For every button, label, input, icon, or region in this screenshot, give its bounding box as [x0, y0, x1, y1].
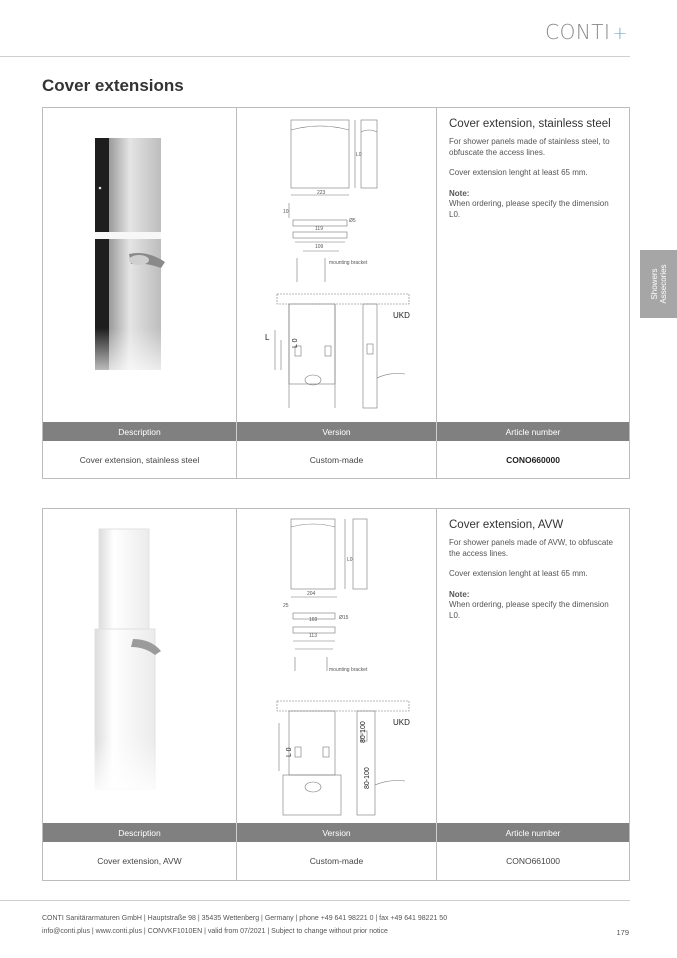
product-description [437, 509, 629, 823]
footer-contact: info@conti.plus | www.conti.plus | CONVKF1010EN | valid from 07/2021 | Subject to change without prior notice [42, 928, 388, 935]
product-paragraph: Cover extension lenght at least 65 mm. [449, 569, 588, 578]
dim-a: 119 [315, 226, 323, 232]
product-photo [43, 108, 237, 422]
bracket-label: mounting bracket [329, 260, 368, 266]
section-side-tab[interactable] [640, 250, 677, 318]
product-photo [43, 509, 237, 823]
dim-c: Ø15 [339, 615, 349, 621]
cell-article-number: CONO660000 [506, 455, 560, 465]
dim-range-upper: 80-100 [360, 721, 367, 743]
cell-description: Cover extension, stainless steel [43, 441, 237, 479]
th-version: Version [237, 823, 437, 842]
note-text: When ordering, please specify the dimension L0. [449, 199, 609, 219]
dim-width: 223 [317, 190, 326, 196]
brand-plus-icon: + [612, 23, 628, 44]
avw-panel-image [43, 509, 236, 823]
dim-depth: 25 [283, 603, 289, 609]
table-row [43, 441, 629, 479]
technical-drawing-svg [237, 509, 436, 823]
product-card-avw [42, 508, 630, 881]
table-row [43, 842, 629, 880]
th-article-number: Article number [505, 827, 561, 838]
section-side-tab-label: Showers Assecories [649, 264, 668, 304]
th-article-number: Article number [505, 426, 561, 437]
th-version: Version [237, 422, 437, 441]
th-description: Description [43, 823, 237, 842]
brand-logo [545, 20, 628, 44]
product-title: Cover extension, AVW [449, 519, 564, 531]
note-label: Note: [449, 589, 470, 599]
stainless-panel-image [43, 108, 236, 422]
product-paragraph: For shower panels made of AVW, to obfuscate the access lines. [449, 538, 613, 558]
dim-l0: L 0 [286, 747, 293, 757]
dim-height: L0 [347, 557, 353, 563]
dim-a: 169 [309, 617, 318, 623]
dim-range-lower: 80-100 [364, 767, 371, 789]
dim-b: 109 [315, 244, 324, 250]
note-text: When ordering, please specify the dimension L0. [449, 600, 609, 620]
footer-divider [0, 900, 630, 901]
dim-l0: L 0 [292, 338, 299, 348]
product-description [437, 108, 629, 422]
product-paragraph: For shower panels made of stainless steel, to obfuscate the access lines. [449, 137, 610, 157]
footer-address: CONTI Sanitärarmaturen GmbH | Hauptstraße 98 | 35435 Wettenberg | Germany | phone +49 641 98221 0 | fax +49 641 98221 50 [42, 915, 448, 922]
cell-article-number: CONO661000 [506, 856, 560, 866]
cell-version: Custom-made [237, 842, 437, 880]
dim-height: L0 [356, 152, 362, 158]
note-label: Note: [449, 188, 470, 198]
dim-depth: 10 [283, 209, 289, 215]
dim-b: 113 [309, 633, 317, 639]
table-header [43, 823, 629, 842]
dim-width: 204 [307, 591, 316, 597]
product-title: Cover extension, stainless steel [449, 118, 611, 130]
technical-drawing [237, 108, 437, 422]
technical-drawing [237, 509, 437, 823]
bracket-label: mounting bracket [329, 667, 368, 673]
technical-drawing-svg [237, 108, 436, 422]
page-number: 179 [616, 928, 629, 937]
brand-name: CONTI [545, 20, 611, 44]
product-card-stainless [42, 107, 630, 479]
product-paragraph: Cover extension lenght at least 65 mm. [449, 168, 588, 177]
th-description: Description [43, 422, 237, 441]
ukd-label: UKD [393, 718, 410, 727]
cell-version: Custom-made [237, 441, 437, 479]
cell-description: Cover extension, AVW [43, 842, 237, 880]
header-divider [0, 56, 630, 57]
table-header [43, 422, 629, 441]
dim-c: Ø5 [349, 218, 356, 224]
ukd-label: UKD [393, 311, 410, 320]
dim-l: L [265, 333, 270, 342]
page-title: Cover extensions [42, 76, 184, 95]
